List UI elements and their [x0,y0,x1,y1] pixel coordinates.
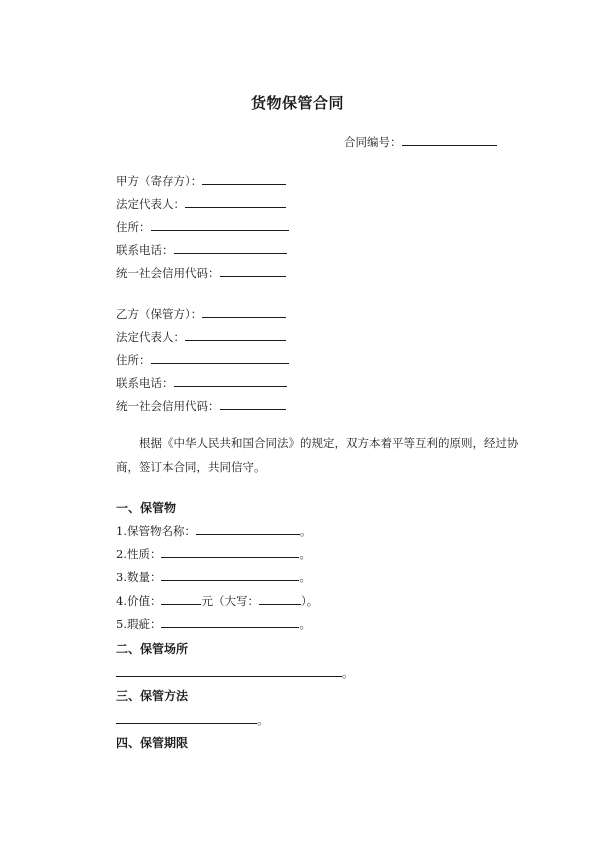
section-4-heading: 四、保管期限 [116,736,189,750]
party-b-phone-label: 联系电话： [116,376,174,390]
section-3-heading: 三、保管方法 [116,689,189,703]
item-5-row [116,615,311,632]
party-a-name-blank[interactable] [202,172,286,185]
item-5-label: 5.瑕疵： [116,617,162,631]
party-a-name-row [116,172,286,189]
party-a-credit-label: 统一社会信用代码： [116,266,220,280]
item-4-capital-blank[interactable] [259,592,301,605]
item-1-row [116,522,311,539]
party-b-phone-row [116,374,287,391]
storage-location-blank[interactable] [116,664,342,677]
storage-method-blank[interactable] [116,711,257,724]
item-3-end: 。 [299,570,311,584]
preamble-line-1: 根据《中华人民共和国合同法》的规定，双方本着平等互利的原则，经过协 [139,436,519,450]
party-a-credit-row [116,264,286,281]
item-5-end: 。 [299,617,311,631]
party-a-address-row [116,218,289,235]
item-3-label: 3.数量： [116,570,162,584]
item-4-capital-label: 元（大写： [201,594,259,608]
party-b-address-row [116,351,289,368]
party-b-rep-row [116,328,286,345]
item-2-label: 2.性质： [116,547,162,561]
party-b-credit-label: 统一社会信用代码： [116,399,220,413]
party-a-phone-label: 联系电话： [116,243,174,257]
section-3-end: 。 [257,713,269,727]
party-b-credit-blank[interactable] [220,397,286,410]
party-b-credit-row [116,397,286,414]
contract-number-row [344,133,497,150]
party-b-address-blank[interactable] [151,351,289,364]
item-5-blank[interactable] [161,615,299,628]
party-b-address-label: 住所： [116,353,151,367]
section-2-heading: 二、保管场所 [116,642,189,656]
party-a-address-label: 住所： [116,220,151,234]
item-3-row [116,568,311,585]
item-2-end: 。 [299,547,311,561]
item-4-label: 4.价值： [116,594,162,608]
party-b-name-blank[interactable] [202,305,286,318]
section-2-row [116,664,354,681]
party-a-rep-row [116,195,286,212]
section-1-heading: 一、保管物 [116,501,177,515]
party-a-phone-blank[interactable] [174,241,287,254]
item-1-label: 1.保管物名称： [116,524,196,538]
item-2-blank[interactable] [161,545,299,558]
section-2-end: 。 [342,666,354,680]
party-a-phone-row [116,241,287,258]
contract-number-blank[interactable] [402,133,497,146]
preamble-line-2: 商，签订本合同，共同信守。 [116,460,266,474]
party-b-name-row [116,305,286,322]
party-a-address-blank[interactable] [151,218,289,231]
item-4-end: ）。 [300,594,319,608]
party-a-rep-label: 法定代表人： [116,197,185,211]
party-b-rep-label: 法定代表人： [116,330,185,344]
item-1-blank[interactable] [196,522,300,535]
document-title: 货物保管合同 [250,94,344,112]
party-b-phone-blank[interactable] [174,374,287,387]
contract-number-label: 合同编号： [344,135,402,149]
item-1-end: 。 [299,524,312,538]
item-2-row [116,545,311,562]
party-a-rep-blank[interactable] [185,195,286,208]
item-4-row [116,592,318,609]
item-4-value-blank[interactable] [161,592,201,605]
item-3-blank[interactable] [161,568,299,581]
party-b-name-label: 乙方（保管方）： [116,307,203,321]
section-3-row [116,711,269,728]
party-a-credit-blank[interactable] [220,264,286,277]
party-a-name-label: 甲方（寄存方）： [116,174,203,188]
party-b-rep-blank[interactable] [185,328,286,341]
